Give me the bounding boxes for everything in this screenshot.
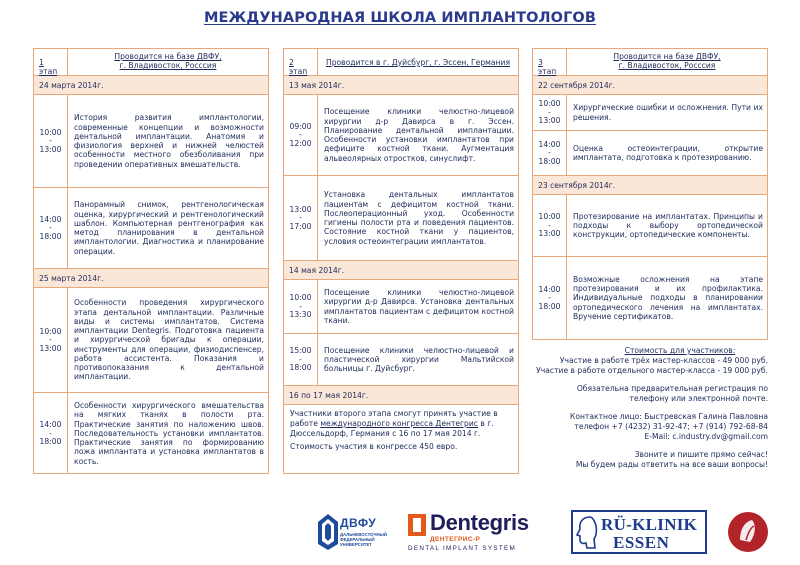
congress-note: Участники второго этапа смогут принять участие в работе международного конгресса Дентегрис в г. Дюссельдорф, Германия с 16 по 17 мая 2014 г. Стоимость участия в конгрессе 450 евро. xyxy=(284,405,518,455)
session-row xyxy=(34,95,268,188)
logo-bar xyxy=(0,506,800,562)
day-date: 14 мая 2014г. xyxy=(284,261,518,280)
stage-2-column xyxy=(283,48,519,474)
dentegris-tagline: DENTAL IMPLANT SYSTEM xyxy=(408,545,517,552)
day-date: 24 марта 2014г. xyxy=(34,76,268,95)
registration-note: телефону или электронной почте. xyxy=(629,394,768,404)
session-time: 14:00 - 18:00 xyxy=(533,131,567,175)
call-to-action: Мы будем рады ответить на все ваши вопросы! xyxy=(575,460,768,470)
session-description: Панорамный снимок, рентгенологическая оценка, хирургический и рентгенологический шаблон. Компьютерная рентгенография как метод планирования в дентальной имплантологии. Диагностика и планирование операции. xyxy=(74,200,264,256)
cost-title: Стоимость для участников: xyxy=(624,346,736,355)
session-description: Посещение клиники челюстно-лицевой и пластической хирургии Мальтийской больницы г. Дуйсбург. xyxy=(324,345,514,374)
contact-phone[interactable]: телефон +7 (4232) 31-92-47; +7 (914) 792-68-84 xyxy=(574,422,768,432)
registration-note: Обязательна предварительная регистрация по xyxy=(576,384,768,394)
stage-3-column xyxy=(532,48,768,340)
session-description: История развития имплантологии, современные концепции и возможности дентальной имплантации. Анатомия и физиология верхней и нижней челюстей особенности местного обезболивания при проведении оперативных вмешательств. xyxy=(74,113,264,169)
session-description: Хирургические ошибки и осложнения. Пути их решения. xyxy=(573,103,763,122)
contact-person: Контактное лицо: Быстревская Галина Павловна xyxy=(569,412,768,422)
session-row xyxy=(533,195,767,257)
session-time: 09:00 - 12:00 xyxy=(284,95,318,175)
stage-location: Проводится на базе ДВФУ, г. Владивосток, Росссия xyxy=(613,52,721,71)
session-row xyxy=(533,257,767,339)
session-time: 14:00 - 18:00 xyxy=(34,393,68,474)
session-time: 10:00 - 13:00 xyxy=(533,95,567,130)
session-time: 14:00 - 18:00 xyxy=(533,257,567,339)
session-time: 15:00 - 18:00 xyxy=(284,334,318,385)
session-time: 10:00 - 13:00 xyxy=(34,288,68,392)
stage-header xyxy=(533,49,767,76)
cost-line: Участие в работе трёх мастер-классов - 49 000 руб. xyxy=(559,356,768,366)
cost-line: Участие в работе отдельного мастер-класса - 19 000 руб. xyxy=(536,366,768,376)
stage-header xyxy=(34,49,268,76)
session-row xyxy=(34,188,268,269)
stage-location: Проводится на базе ДВФУ, г. Владивосток, Росссия xyxy=(114,52,222,71)
session-description: Посещение клиники челюстно-лицевой хирургии д-р Давирса в г. Эссен. Планирование дентальной имплантации. Особенности установки имплантатов при дефиците костной ткани. Аугментация альвеолярных отростков, синуслифт. xyxy=(324,107,514,163)
session-description: Оценка остеоинтеграции, открытие имплантата, подготовка к протезированию. xyxy=(573,143,763,162)
dvfu-emblem-icon xyxy=(318,514,338,550)
dvfu-name: ДВФУ xyxy=(340,516,377,530)
session-row xyxy=(533,131,767,176)
page-title: МЕЖДУНАРОДНАЯ ШКОЛА ИМПЛАНТОЛОГОВ xyxy=(204,10,596,26)
session-row xyxy=(284,280,518,334)
contact-email[interactable]: E-Mail: c.industry.dv@gmail.com xyxy=(644,432,768,442)
ru-klinik-name: RÜ-KLINIK xyxy=(601,515,698,534)
ru-klinik-city: ESSEN xyxy=(613,533,670,552)
ru-klinik-logo xyxy=(571,510,707,554)
day-date: 25 марта 2014г. xyxy=(34,269,268,288)
red-circle-logo-icon xyxy=(726,510,770,554)
session-row xyxy=(34,393,268,474)
dentegris-mark-icon xyxy=(408,514,426,536)
day-date: 23 сентября 2014г. xyxy=(533,176,767,195)
dentegris-logo xyxy=(408,510,548,556)
session-description: Особенности проведения хирургического этапа дентальной имплантации. Различные виды и системы имплантатов. Система имплантации Dentegris. Подготовка пациента и хирургической бригады к операции, инструменты для операции, физиодиспенсер, работа ассистента. Показания и противопоказания к дентальной имплантации. xyxy=(74,298,264,382)
session-description: Возможные осложнения на этапе протезирования и их профилактика. Индивидуальные подходы в планировании ортопедического лечения на имплантатах. Вручение сертификатов. xyxy=(573,274,763,321)
session-row xyxy=(284,176,518,261)
dvfu-logo xyxy=(318,510,386,556)
session-time: 13:00 - 17:00 xyxy=(284,176,318,260)
day-date: 13 мая 2014г. xyxy=(284,76,518,95)
session-description: Установка дентальных имплантатов пациентам с дефицитом костной ткани. Послеоперационный уход. Особенности гигиены полости рта и поведения пациентов. Состояние костной ткани у пациентов, условия остеоинтеграции имплантатов. xyxy=(324,190,514,246)
session-row xyxy=(284,334,518,386)
stage-location: Проводится в г. Дуйсбург, г. Эссен, Германия xyxy=(325,58,511,67)
dentegris-subtitle: ДЕНТЕГРИС-Р xyxy=(430,536,481,543)
session-description: Протезирование на имплантатах. Принципы и подходы к выбору ортопедической конструкции, ортопедические компоненты. xyxy=(573,211,763,240)
day-date: 16 по 17 мая 2014г. xyxy=(284,386,518,405)
day-date: 22 сентября 2014г. xyxy=(533,76,767,95)
session-time: 10:00 - 13:30 xyxy=(284,280,318,333)
dvfu-subtitle: ДАЛЬНЕВОСТОЧНЫЙ ФЕДЕРАЛЬНЫЙ УНИВЕРСИТЕТ xyxy=(340,532,387,548)
stage-1-column xyxy=(33,48,269,474)
session-row xyxy=(284,95,518,176)
session-time: 10:00 - 13:00 xyxy=(533,195,567,256)
session-row xyxy=(34,288,268,393)
stage-label: 2 этап xyxy=(284,49,318,75)
info-block xyxy=(532,346,768,470)
session-description: Посещение клиники челюстно-лицевой хирургии д-р Давирса. Установка дентальных имплантатов пациентам с дефицитом костной ткани. xyxy=(324,288,514,325)
session-time: 10:00 - 13:00 xyxy=(34,95,68,187)
session-time: 14:00 - 18:00 xyxy=(34,188,68,268)
session-row xyxy=(533,95,767,131)
stage-label: 1 этап xyxy=(34,49,68,75)
dentegris-name: Dentegris xyxy=(430,510,529,535)
congress-cost: Стоимость участия в конгрессе 450 евро. xyxy=(290,441,458,451)
stage-header xyxy=(284,49,518,76)
congress-link[interactable]: международного конгресса Дентегрис xyxy=(320,418,478,428)
face-profile-icon xyxy=(576,515,598,549)
call-to-action: Звоните и пишите прямо сейчас! xyxy=(634,450,768,460)
session-description: Особенности хирургического вмешательства на мягких тканях в полости рта. Практические занятия по наложению швов. Последовательность установки имплантатов. Практические занятия по формированию ложа имплантата и установка имплантатов в кость. xyxy=(74,401,264,466)
stage-label: 3 этап xyxy=(533,49,567,75)
